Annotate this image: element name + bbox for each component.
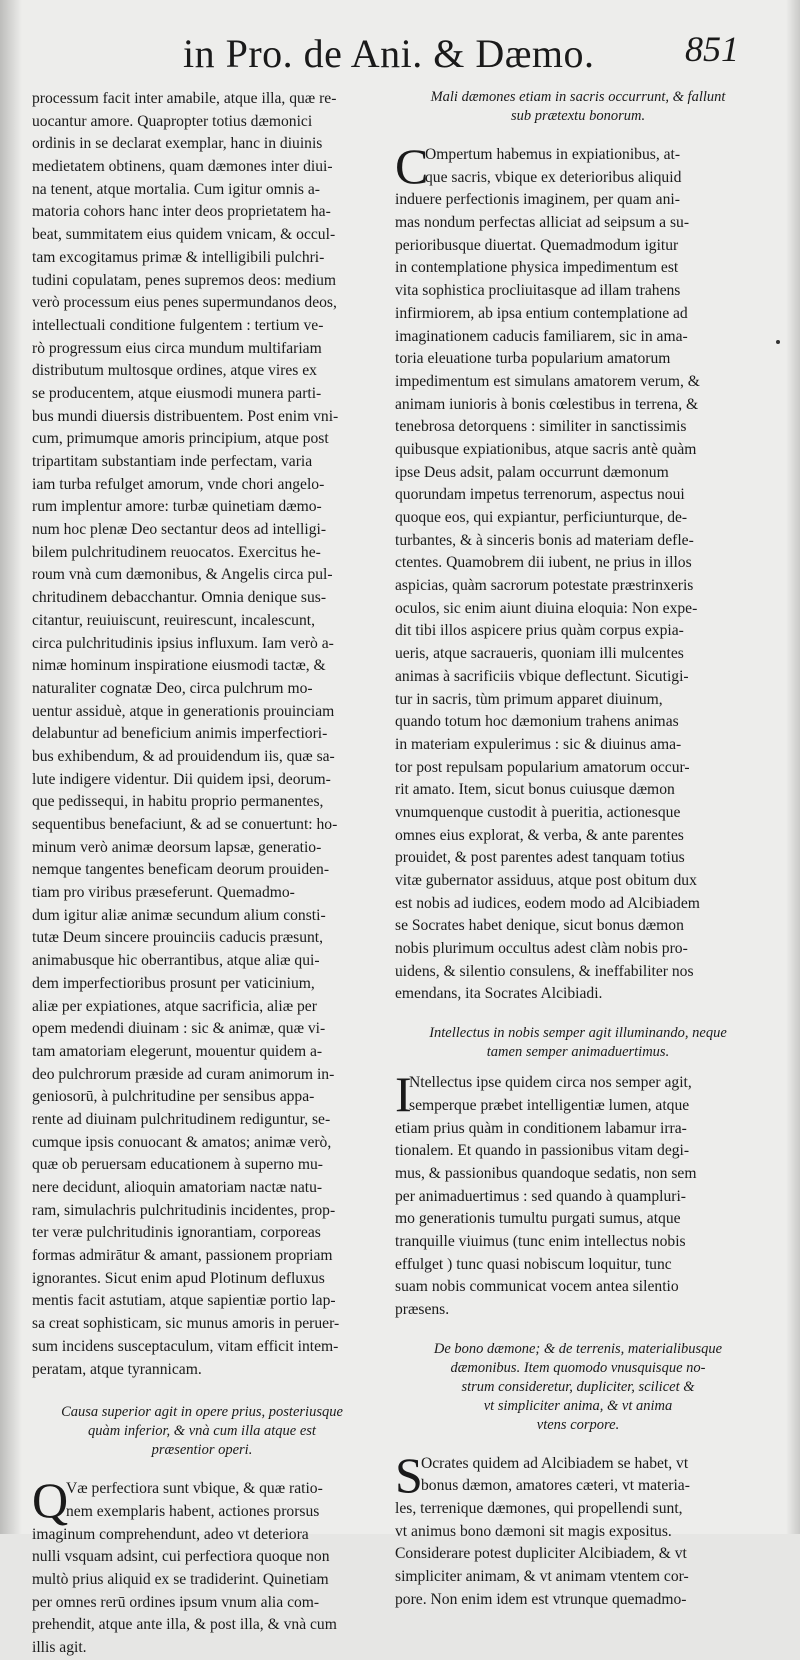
drop-cap-c: C [395,138,429,194]
text-line: uidens, & silentio consulens, & ineffabiliter nos [395,962,694,980]
right-column [395,88,761,1612]
page-edge-shadow [786,0,800,1534]
text-line: quorundam impetus terrenorum, aspectus noui [395,486,685,504]
text-line: delabuntur ad beneficium animis imperfectiori- [32,725,328,743]
text-line: rente ad diuinam pulchritudinem rediguntur, se- [32,1110,331,1128]
text-line: dum igitur aliæ animæ secundum alium consti- [32,906,326,924]
text-line: Ocrates quidem ad Alcibiadem se habet, vt [421,1454,689,1472]
text-line: citantur, reuiuiscunt, reuirescunt, incalescunt, [32,611,315,629]
text-line: matoria cohors hanc inter deos proprietatem ha- [32,203,331,221]
text-line: per animaduertimus : sed quando à quampluri- [395,1187,687,1205]
text-line: processum facit inter amabile, atque illa, quæ re- [32,90,337,107]
text-line: ctentes. Quamobrem dii iubent, ne prius in illos [395,554,692,572]
text-line: cumque ipsis conuocant & amatos; animæ verò, [32,1133,332,1151]
text-line: nem exemplaris habent, actiones prorsus [66,1502,320,1520]
right-side-heading-1 [395,88,761,126]
text-line: tam amatoriam elegerunt, mouentur quidem a- [32,1042,323,1060]
text-line: animas à sacrificiis vbique deflectunt. Sicutigi- [395,667,689,685]
text-line: mas nondum perfectas alliciat ad seipsum a su- [395,214,690,232]
text-line: Ompertum habemus in expiationibus, at- [425,146,681,163]
text-line: tranquille viuimus (tunc enim intellectus nobis [395,1232,686,1250]
left-column [32,88,372,1660]
right-side-heading-3 [395,1340,761,1435]
text-line: animabusque hic oberrantibus, atque aliæ qui- [32,952,320,970]
text-line: tiam pro viribus præseferunt. Quemadmo- [32,884,295,902]
text-line: verò processum eius penes supermundanos deos, [32,294,337,312]
text-line: mo generationis tumultu purgati sumus, atque [395,1210,681,1228]
text-line: ordinis in se declarat exemplar, hanc in diuinis [32,135,323,153]
text-line: induere perfectionis imaginem, per quam ani- [395,191,680,209]
text-line: Ntellectus ipse quidem circa nos semper agit, [409,1074,692,1092]
text-line: ram, simulachris pulchritudinis incidentes, prop- [32,1201,336,1219]
text-line: naturaliter cognatæ Deo, circa pulchrum mo- [32,679,313,697]
text-line: nimæ hominum inspiratione eiusmodi tactæ, & [32,657,326,675]
page-number: 851 [685,29,739,69]
running-title: in Pro. de Ani. & Dæmo. [183,31,595,76]
text-line: cum, primumque amoris principium, atque post [32,430,329,448]
text-line: turbantes, & à sinceris bonis ad materiam defle- [395,531,694,549]
left-paragraph-2 [32,1472,372,1660]
text-line: oculos, sic enim aiunt diuina eloquia: Non expe- [395,599,698,617]
right-paragraph-3 [395,1446,761,1612]
text-line: chritudinem debacchantur. Omnia denique sus- [32,589,327,607]
text-line: mus, & passionibus quandoque sedatis, non sem [395,1164,697,1182]
text-line: prouidet, & post parentes adest tanquam totius [395,849,685,867]
text-line: vt simpliciter anima, & vt anima [483,1397,673,1414]
text-line: strum consideretur, dupliciter, scilicet & [461,1378,695,1395]
text-line: aspicias, quàm sacrorum potestate præstrinxeris [395,577,694,595]
text-line: num hoc plenæ Deo sectantur deos ad intelligi- [32,521,327,539]
text-line: tenebrosa detorquens : similiter in sanctissimis [395,418,687,436]
text-line: bus mundi diuersis distribuentem. Post enim vni- [32,407,339,425]
text-line: que pedissequi, in habitu proprio permanentes, [32,793,324,811]
text-line: mentis facit astutiam, atque sapientiæ portio lap- [32,1292,336,1310]
left-paragraph-1 [32,88,372,1381]
text-line: peratam, atque tyrannicam. [32,1360,202,1378]
text-line: intellectuali conditione fulgentem : tertium ve- [32,316,324,334]
text-line: illis agit. [32,1639,87,1656]
text-line: per omnes rerū ordines ipsum vnum alia com- [32,1593,320,1611]
text-line: quando totum hoc dæmonium trahens animas [395,713,679,731]
text-line: multò prius aliquid ex se tradiderint. Quinetiam [32,1570,329,1588]
page-gutter-shadow [0,0,22,1534]
text-line: deo pulchrorum præside ad curam animorum in- [32,1065,335,1083]
text-line: ter veræ pulchritudinis ignorantiam, corporeas [32,1224,321,1242]
text-line: opem medendi diuinam : sic & animæ, quæ vi- [32,1020,326,1038]
drop-cap-s: S [395,1446,423,1503]
text-line: vita sophistica procliuitasque ad illam trahens [395,282,681,300]
text-line: præsentior operi. [151,1442,253,1459]
text-line: Considerare potest dupliciter Alcibiadem, & vt [395,1545,687,1563]
text-line: in materiam expulerimus : sic & diuinus ama- [395,735,682,753]
text-line: dem imperfectioribus prosunt per vaticinium, [32,974,315,992]
text-line: sequentibus benefaciunt, & ad se conuertunt: ho- [32,816,338,833]
text-line: tutæ Deum sincere prouinciis caducis præsunt, [32,929,324,947]
text-line: ignorantes. Sicut enim apud Plotinum defluxus [32,1269,325,1287]
text-line: rit amato. Item, sicut bonus cuiusque dæmon [395,781,675,799]
text-line: ueris, atque sacraueris, quoniam illi mulcentes [395,645,684,663]
text-line: rum implentur amore: turbæ quinetiam dæmo- [32,498,322,516]
text-line: geniosorū, à pulchritudine per sensibus appa- [32,1088,315,1106]
text-line: tionalem. Et quando in passionibus vitam degi- [395,1142,690,1160]
text-line: uentur assiduè, atque in generationis prouinciam [32,702,335,720]
text-line: tor post repulsam popularium amatorum occur- [395,758,690,776]
left-side-heading [32,1403,372,1460]
text-line: ipse Deus adsit, palam occurrunt dæmonum [395,463,669,481]
text-line: circa pulchritudinis ipsius influxum. Iam verò a- [32,634,334,652]
text-line: tamen semper animaduertimus. [486,1044,670,1061]
text-line: nemque tangentes beneficam deorum prouiden- [32,861,330,879]
text-line: emendans, ita Socrates Alcibiadi. [395,985,603,1003]
text-line: infirmiorem, ab ipsa entium contemplatione ad [395,304,688,322]
text-line: vtens corpore. [536,1416,620,1433]
text-line: bonus dæmon, amatores cæteri, vt materia- [421,1477,690,1495]
text-line: se producentem, atque eiusmodi munera parti- [32,384,322,402]
right-paragraph-2 [395,1066,761,1322]
text-line: vnumquenque custodit à pueritia, actionesque [395,803,681,821]
text-line: lute indigere videntur. Dii quidem ipsi, deorum- [32,770,331,788]
text-line: que sacris, vbique ex deterioribus aliquid [425,168,682,186]
drop-cap-q: Q [32,1472,69,1529]
text-line: quàm inferior, & vnà cum illa atque est [88,1423,316,1440]
text-line: distributum multosque ordines, atque vires ex [32,362,317,380]
drop-cap-i: I [395,1066,412,1123]
text-line: nobis plurimum occultus adest clàm nobis pro- [395,940,688,958]
text-line: minum verò animæ deorsum lapsæ, generatio- [32,838,322,856]
text-line: toria eleuatione turba popularium amatorum [395,350,671,368]
running-header [0,20,800,80]
text-line: sa creat sophisticam, sic munus amoris in peruer- [32,1315,340,1333]
text-line: perioribusque diuertat. Quemadmodum igitur [395,236,679,254]
text-line: roum vnà cum dæmonibus, & Angelis circa pul- [32,566,333,584]
text-line: sub prætextu bonorum. [510,108,646,124]
right-paragraph-1 [395,138,761,1006]
text-line: imaginum comprehendunt, adeo vt deteriora [32,1525,309,1543]
text-line: Intellectus in nobis semper agit illuminando, neque [429,1025,727,1042]
text-line: formas admirātur & amant, passionem propriam [32,1247,333,1265]
text-line: est nobis ad iudices, eodem modo ad Alcibiadem [395,894,700,912]
text-line: rò progressum eius circa mundum multifariam [32,339,322,357]
text-line: Mali dæmones etiam in sacris occurrunt, & fallunt [430,89,726,105]
text-line: quoque eos, qui expiantur, perficiunturque, de- [395,509,688,526]
text-line: animam iunioris à bonis cœlestibus in terrena, & [395,395,699,413]
text-line: sum incidens susceptaculum, vitam efficit intem- [32,1337,339,1355]
text-line: vitæ gubernator assiduus, atque post obitum dux [395,872,697,889]
text-line: quibusque expiationibus, atque sacris antè quàm [395,440,697,458]
text-line: bus exhibendum, & ad prouidendum iis, quæ sa- [32,747,335,765]
text-line: tam excogitamus primæ & intelligibili pulchri- [32,248,325,266]
text-line: tripartitam substantiam inde perfectam, varia [32,453,313,470]
text-line: Causa superior agit in opere prius, posteriusque [61,1404,343,1421]
text-line: aliæ per expiationes, atque sacrificia, aliæ per [32,997,317,1015]
text-line: in contemplatione physica impedimentum est [395,259,679,277]
text-line: præsens. [395,1301,450,1318]
text-line: omnes eius explorat, & verba, & ante parentes [395,826,684,844]
text-line: prehendit, atque ante illa, & post illa, & vnà cum [32,1616,337,1634]
text-line: quæ ob peruersam educationem à superno mu- [32,1156,323,1174]
text-line: pore. Non enim idem est vtrunque quemadmo- [395,1590,687,1608]
text-line: nulli vsquam adsint, cui perfectiora quoque non [32,1548,330,1566]
text-line: na tenent, atque mortalia. Cum igitur omnis a- [32,180,320,198]
text-line: tudini copulatam, penes supremos deos: medium [32,271,337,289]
text-line: dit tibi illos aspicere prius quàm corpus expia- [395,622,684,640]
text-line: De bono dæmone; & de terrenis, materialibusque [433,1340,723,1357]
text-line: suam nobis communicat vocem antea silentio [395,1278,679,1296]
text-line: bilem pulchritudinem reuocatos. Exercitus he- [32,543,321,561]
text-line: imaginationem caducis familiarem, sic in ama- [395,327,688,345]
text-line: semperque præbet intelligentiæ lumen, atque [409,1096,690,1114]
text-line: uocantur amore. Quapropter totius dæmonici [32,112,313,130]
text-line: etiam prius quàm in conditionem labamur irra- [395,1119,687,1137]
text-line: iam turba refulget amorum, vnde chori angelo- [32,475,325,493]
text-line: medietatem obtinens, quam dæmones inter diui- [32,158,333,176]
text-line: nere decidunt, alioquin amatoriam nactæ natu- [32,1179,323,1196]
text-line: vt animus bono dæmoni sit magis expositus. [395,1522,672,1540]
text-line: Væ perfectiora sunt vbique, & quæ ratio- [66,1480,323,1498]
ink-speck [776,340,780,344]
text-line: effulget ) tunc quasi nobiscum loquitur, tunc [395,1255,672,1273]
text-line: simpliciter animam, & vt animam vtentem cor- [395,1568,689,1586]
text-line: dæmonibus. Item quomodo vnusquisque no- [450,1359,706,1376]
text-line: impedimentum est simulans amatorem verum, & [395,372,700,390]
right-side-heading-2 [395,1024,761,1062]
text-line: les, terrenique dæmones, qui propellendi sunt, [395,1500,683,1518]
text-line: beat, summitatem eius quidem vnicam, & occul- [32,226,336,244]
text-line: tur in sacris, tùm primum apparet diuinum, [395,690,663,708]
text-line: se Socrates habet denique, sicut bonus dæmon [395,917,684,935]
